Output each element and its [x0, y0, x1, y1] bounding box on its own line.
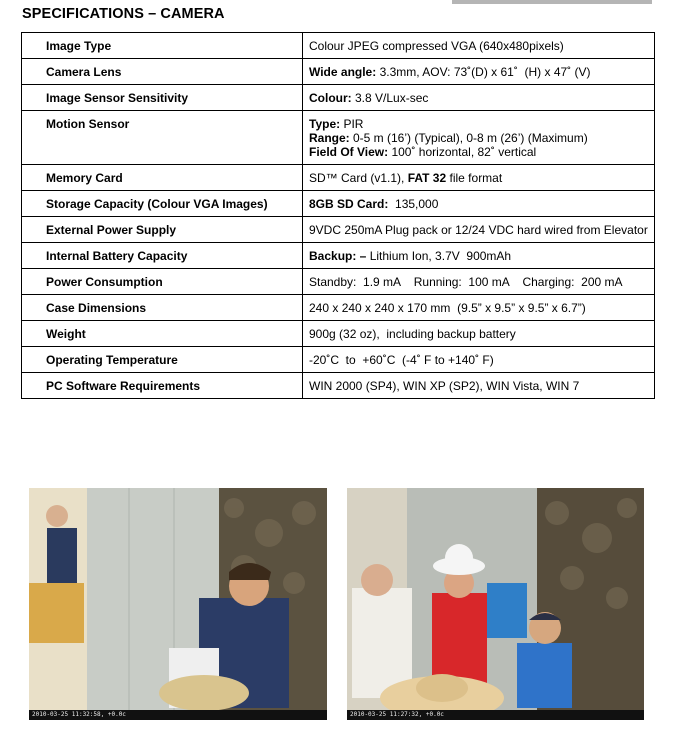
spec-value-text: 0-5 m (16’) (Typical), 0-8 m (26’) (Maximum) [349, 131, 588, 145]
spec-value-key: FAT 32 [407, 171, 447, 185]
spec-label: Memory Card [22, 165, 303, 191]
spec-value [303, 321, 655, 347]
spec-value [303, 59, 655, 85]
spec-value-text: 900g (32 oz), including backup battery [309, 327, 516, 341]
spec-value-text: SD™ Card (v1.1), [309, 171, 408, 185]
elevator-photo-left [29, 488, 327, 720]
spec-value-text: 3.8 V/Lux-sec [351, 91, 429, 105]
spec-value [303, 269, 655, 295]
spec-label: Weight [22, 321, 303, 347]
spec-value-line [309, 91, 648, 105]
spec-value [303, 191, 655, 217]
spec-label: Case Dimensions [22, 295, 303, 321]
spec-label: External Power Supply [22, 217, 303, 243]
spec-label: Camera Lens [22, 59, 303, 85]
spec-value-key: Wide angle: [309, 65, 377, 79]
spec-value-text: Standby: 1.9 mA Running: 100 mA Charging: 200 mA [309, 275, 623, 289]
spec-value-text: -20˚C to +60˚C (-4˚ F to +140˚ F) [309, 353, 494, 367]
spec-value [303, 243, 655, 269]
spec-value-line [309, 39, 648, 53]
spec-value-text: file format [446, 171, 503, 185]
spec-label: PC Software Requirements [22, 373, 303, 399]
spec-value-line [309, 117, 648, 131]
spec-value-line [309, 131, 648, 145]
spec-value-line [309, 327, 648, 341]
spec-value-line [309, 379, 648, 393]
elevator-photo-right [347, 488, 644, 720]
spec-row [22, 33, 655, 59]
spec-row [22, 165, 655, 191]
spec-row [22, 217, 655, 243]
spec-row [22, 269, 655, 295]
spec-value-key: Backup: – [309, 249, 367, 263]
spec-value-text: Lithium Ion, 3.7V 900mAh [366, 249, 512, 263]
spec-value-text: WIN 2000 (SP4), WIN XP (SP2), WIN Vista, WIN 7 [309, 379, 580, 393]
spec-value-text: 100˚ horizontal, 82˚ vertical [388, 145, 537, 159]
spec-value-text: PIR [340, 117, 364, 131]
spec-row [22, 347, 655, 373]
spec-value-text: 9VDC 250mA Plug pack or 12/24 VDC hard wired from Elevator [309, 223, 648, 237]
spec-value-key: Range: [309, 131, 350, 145]
spec-value-key: Type: [309, 117, 341, 131]
spec-value [303, 111, 655, 165]
spec-row [22, 295, 655, 321]
spec-row [22, 85, 655, 111]
spec-value-line [309, 197, 648, 211]
spec-label: Motion Sensor [22, 111, 303, 165]
spec-value [303, 165, 655, 191]
spec-value-line [309, 353, 648, 367]
spec-value-key: 8GB SD Card: [309, 197, 389, 211]
spec-row [22, 243, 655, 269]
spec-label: Image Sensor Sensitivity [22, 85, 303, 111]
spec-value [303, 33, 655, 59]
photo-timestamp: 2010-03-25 11:27:32, +0.0c [347, 710, 644, 720]
spec-value-key: Field Of View: [309, 145, 389, 159]
spec-value-line [309, 65, 648, 79]
spec-value-line [309, 145, 648, 159]
specifications-table [21, 32, 655, 399]
spec-value-line [309, 249, 648, 263]
spec-label: Storage Capacity (Colour VGA Images) [22, 191, 303, 217]
spec-value-line [309, 223, 648, 237]
spec-value-line [309, 301, 648, 315]
spec-value-text: 240 x 240 x 240 x 170 mm (9.5” x 9.5” x 9.5” x 6.7”) [309, 301, 586, 315]
spec-label: Power Consumption [22, 269, 303, 295]
spec-row [22, 191, 655, 217]
spec-value-text: Colour JPEG compressed VGA (640x480pixels) [309, 39, 564, 53]
photo-timestamp: 2010-03-25 11:32:58, +0.0c [29, 710, 327, 720]
spec-row [22, 59, 655, 85]
spec-label: Internal Battery Capacity [22, 243, 303, 269]
spec-label: Image Type [22, 33, 303, 59]
header-rule [452, 0, 652, 4]
spec-value [303, 347, 655, 373]
spec-value-text: 135,000 [388, 197, 439, 211]
spec-value-line [309, 275, 648, 289]
page-title: SPECIFICATIONS – CAMERA [22, 6, 225, 22]
spec-value [303, 295, 655, 321]
spec-value-text: 3.3mm, AOV: 73˚(D) x 61˚ (H) x 47˚ (V) [376, 65, 591, 79]
spec-value-line [309, 171, 648, 185]
spec-value [303, 373, 655, 399]
spec-row [22, 373, 655, 399]
spec-row [22, 111, 655, 165]
spec-label: Operating Temperature [22, 347, 303, 373]
spec-value-key: Colour: [309, 91, 352, 105]
spec-row [22, 321, 655, 347]
elevator-scene-cleaner [29, 488, 327, 720]
spec-value [303, 85, 655, 111]
elevator-scene-passengers [347, 488, 644, 720]
spec-value [303, 217, 655, 243]
